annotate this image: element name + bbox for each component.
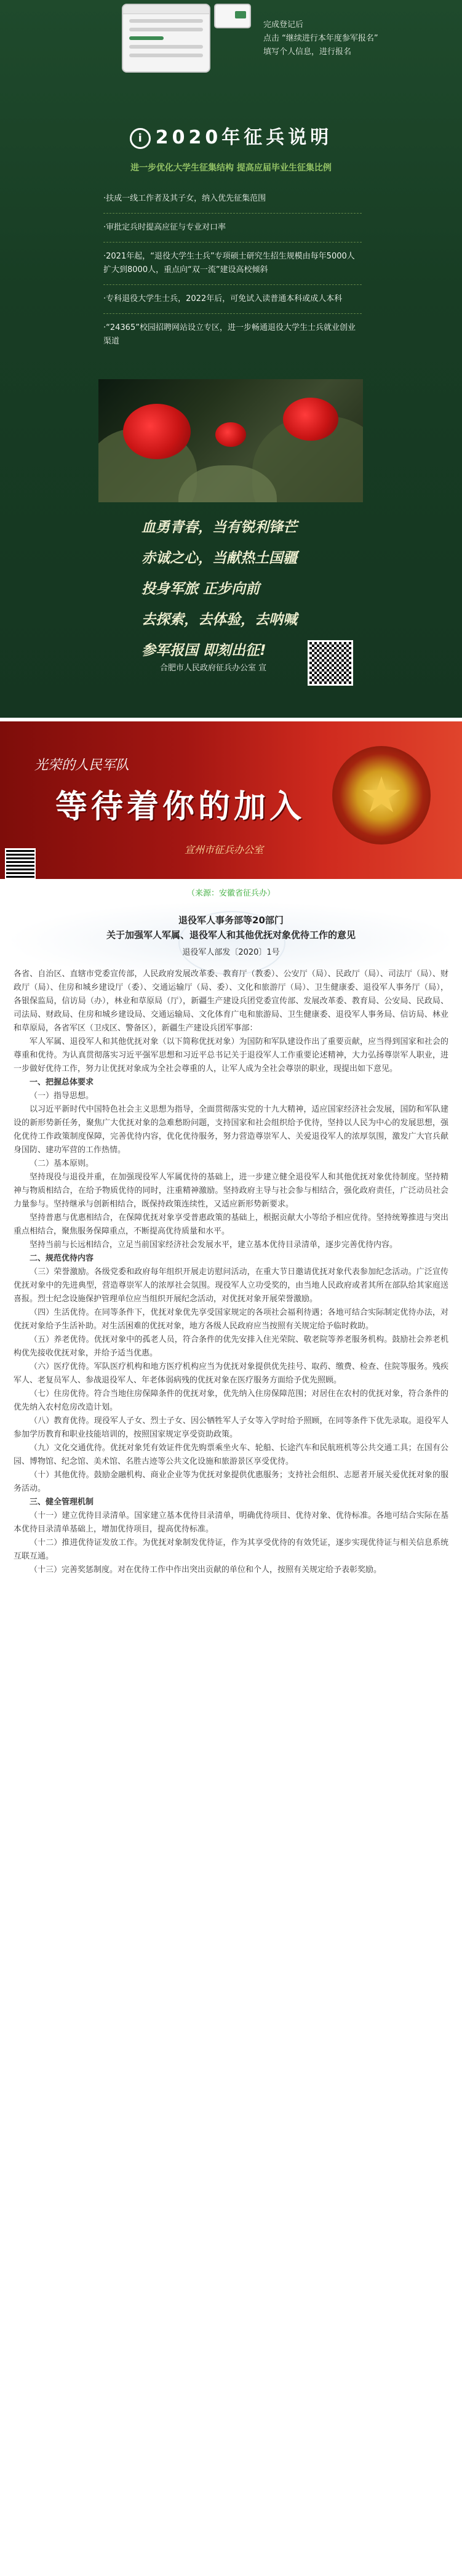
year-title xyxy=(0,122,462,149)
slogan-line: 血勇青春，当有锐利锋芒 xyxy=(141,520,297,536)
slogan-line: 投身军旅 正步向前 xyxy=(141,581,260,597)
year-title-text: 2020年征兵说明 xyxy=(155,127,333,148)
banner-glory-text: 光荣的人民军队 xyxy=(34,758,130,773)
army-star-emblem-icon xyxy=(332,746,431,845)
doc-paragraph: （六）医疗优待。军队医疗机构和地方医疗机构应当为优抚对象提供优先挂号、取药、缴费、检查、住院等服务。残疾军人、老复员军人、参战退役军人、年老体弱病残的优抚对象在医疗服务方面给予优先照顾。 xyxy=(14,1362,448,1385)
policy-list xyxy=(103,185,362,356)
doc-paragraph: （九）文化交通优待。优抚对象凭有效证件优先购票乘坐火车、轮船、长途汽车和民航班机等公共交通工具；在国有公园、博物馆、纪念馆、美术馆、名胜古迹等公共文化设施和旅游景区享受优待。 xyxy=(14,1443,448,1466)
registration-step xyxy=(111,0,378,80)
policy-item: ·专科退役大学生士兵，2022年后，可免试入读普通本科或成人本科 xyxy=(103,285,362,314)
slogan-line: 参军报国 即刻出征! xyxy=(141,643,266,659)
doc-paragraph: （四）生活优待。在同等条件下，优抚对象优先享受国家规定的各项社会福利待遇；各地可结合实际制定优待办法，对优抚对象给予生活补助。对生活困难的优抚对象，地方各级人民政府应当按照有关规定给予临时救助。 xyxy=(14,1308,448,1331)
policy-item: ·扶成一线工作者及其子女，纳入优先征集范围 xyxy=(103,185,362,214)
doc-paragraph: （十）其他优待。鼓励金融机构、商业企业等为优抚对象提供优惠服务；支持社会组织、志愿者开展关爱优抚对象的服务活动。 xyxy=(14,1471,448,1493)
doc-paragraph: （十一）建立优待目录清单。国家建立基本优待目录清单，明确优待项目、优待对象、优待标准。各地可结合实际在基本优待目录清单基础上，增加优待项目，提高优待标准。 xyxy=(14,1511,448,1534)
slogan-line: 赤诚之心，当献热土国疆 xyxy=(141,550,297,566)
doc-section-heading: 二、规范优待内容 xyxy=(30,1254,94,1263)
doc-body xyxy=(14,968,448,1577)
doc-paragraph: 坚持当前与长远相结合，立足当前国家经济社会发展水平，建立基本优待目录清单，逐步完善优待内容。 xyxy=(30,1240,398,1250)
doc-title-issuer: 退役军人事务部等20部门 xyxy=(178,915,284,926)
recruitment-poster xyxy=(0,0,462,718)
policy-subtitle-text: 进一步优化大学生征集结构 提高应届毕业生征集比例 xyxy=(130,163,332,173)
step-line: 填写个人信息，进行报名 xyxy=(263,47,352,57)
step-line: 点击 “继续进行本年度参军报名” xyxy=(263,34,378,43)
slogan-line: 去探索，去体验，去呐喊 xyxy=(141,612,297,628)
doc-paragraph: （十二）推进优待证发放工作。为优抚对象制发优待证，作为其享受优待的有效凭证，逐步实现优待证与相关信息系统互联互通。 xyxy=(14,1538,448,1561)
doc-paragraph: （二）基本原则。 xyxy=(30,1159,94,1168)
step-line: 完成登记后 xyxy=(263,20,304,30)
banner-office-text: 宣州市征兵办公室 xyxy=(185,844,264,856)
policy-item: ·2021年起，“退役大学生士兵”专项硕士研究生招生规模由每年5000人扩大到8000人，重点向“双一流”建设高校倾斜 xyxy=(103,243,362,285)
doc-paragraph: （一）指导思想。 xyxy=(30,1091,94,1101)
doc-paragraph: 坚持现役与退役并重，在加强现役军人军属优待的基础上，进一步建立健全退役军人和其他优抚对象优待制度。坚持精神与物质相结合，在给予物质优待的同时，注重精神激励。坚持政府主导与社会参与相结合，强化政府责任，广泛动员社会力量参与。坚持继承与创新相结合，既保持政策连续性，又适应新形势新要求。 xyxy=(14,1173,448,1209)
doc-section-heading: 一、把握总体要求 xyxy=(30,1078,94,1087)
doc-paragraph: （三）荣誉激励。各级党委和政府每年组织开展走访慰问活动，在重大节日邀请优抚对象代表参加纪念活动。广泛宣传优抚对象中的先进典型，营造尊崇军人的浓厚社会氛围。现役军人立功受奖的，由当地人民政府或者其所在部队给其家庭送喜报。烈士纪念设施保护管理单位应当组织开展纪念活动，对优抚对象开展荣誉激励。 xyxy=(14,1267,448,1304)
doc-title-main: 关于加强军人军属、退役军人和其他优抚对象优待工作的意见 xyxy=(106,929,356,941)
doc-section-heading: 三、健全管理机制 xyxy=(30,1498,94,1507)
continue-button-screenshot xyxy=(214,4,251,28)
red-banner xyxy=(0,721,462,879)
step-instructions xyxy=(263,18,378,59)
small-qr-code xyxy=(5,848,36,879)
doc-paragraph: （五）养老优待。优抚对象中的孤老人员，符合条件的优先安排入住光荣院、敬老院等养老服务机构。鼓励社会养老机构优先接收优抚对象，并给予适当优惠。 xyxy=(14,1335,448,1358)
poster-signature: 合肥市人民政府征兵办公室 宣 xyxy=(160,664,267,673)
year-banner xyxy=(0,98,462,154)
soldiers-photo xyxy=(98,379,363,502)
policy-document xyxy=(5,901,457,2576)
policy-subtitle xyxy=(0,161,462,174)
doc-paragraph: 各省、自治区、直辖市党委宣传部，人民政府发展改革委、教育厅（教委）、公安厅（局）、民政厅（局）、司法厅（局）、财政厅（局）、住房和城乡建设厅（委）、交通运输厅（局、委）、文化和旅游厅（局）、卫生健康委、退役军人事务厅（局），各银保监局，信访局（办），林业和草原局（厅），新疆生产建设兵团党委宣传部、发展改革委、教育局、公安局、民政局、司法局、财政局、住房和城乡建设局、交通运输局、文化体育广电和旅游局、卫生健康委、退役军人事务局、信访局、林业和草原局，各省军区（卫戍区、警备区），新疆生产建设兵团军事部： xyxy=(14,969,448,1033)
policy-item: ·“24365”校园招聘网站设立专区，进一步畅通退役大学生士兵就业创业渠道 xyxy=(103,323,356,346)
qr-code xyxy=(308,640,353,686)
doc-paragraph: 以习近平新时代中国特色社会主义思想为指导，全面贯彻落实党的十九大精神，适应国家经济社会发展，国防和军队建设的新形势新任务，聚焦广大优抚对象的急难愁盼问题，支持国家和社会组织给予优待，坚持以人民为中心的发展思想，强化优待工作政策制度保障，完善优待内容，优化优待服务，努力营造尊崇军人、关爱退役军人的浓厚氛围，激发广大官兵献身国防、建功军营的工作热情。 xyxy=(14,1105,448,1155)
policy-item: ·审批定兵时提高应征与专业对口率 xyxy=(103,214,362,243)
info-icon: i xyxy=(130,128,151,149)
doc-number: 退役军人部发〔2020〕1号 xyxy=(182,948,280,957)
banner-await-text: 等待着你的加入 xyxy=(55,788,306,825)
phone-screenshot-image xyxy=(122,4,210,73)
doc-paragraph: （十三）完善奖惩制度。对在优待工作中作出突出贡献的单位和个人，按照有关规定给予表彰奖励。 xyxy=(30,1565,382,1575)
doc-paragraph: 军人军属、退役军人和其他优抚对象（以下简称优抚对象）为国防和军队建设作出了重要贡献，应当得到国家和社会的尊重和优待。为认真贯彻落实习近平强军思想和习近平总书记关于退役军人工作重要论述精神，大力弘扬尊崇军人职业，进一步做好优待工作，努力让优抚对象成为全社会尊重的人，让军人成为全社会尊崇的职业，现提出如下意见。 xyxy=(14,1037,448,1073)
source-link[interactable]: （来源：安徽省征兵办） xyxy=(186,889,275,898)
doc-paragraph: （七）住房优待。符合当地住房保障条件的优抚对象，优先纳入住房保障范围；对居住在农村的优抚对象，符合条件的优先纳入农村危房改造计划。 xyxy=(14,1389,448,1412)
doc-paragraph: 坚持普惠与优惠相结合，在保障优抚对象享受普惠政策的基础上，根据贡献大小等给予相应优待。坚持统筹推进与突出重点相结合，聚焦服务保障重点，不断提高优待质量和水平。 xyxy=(14,1213,448,1236)
doc-paragraph: （八）教育优待。现役军人子女、烈士子女、因公牺牲军人子女等入学时给予照顾，在同等条件下优先录取。退役军人参加学历教育和职业技能培训的，按照国家规定享受资助政策。 xyxy=(14,1416,448,1439)
